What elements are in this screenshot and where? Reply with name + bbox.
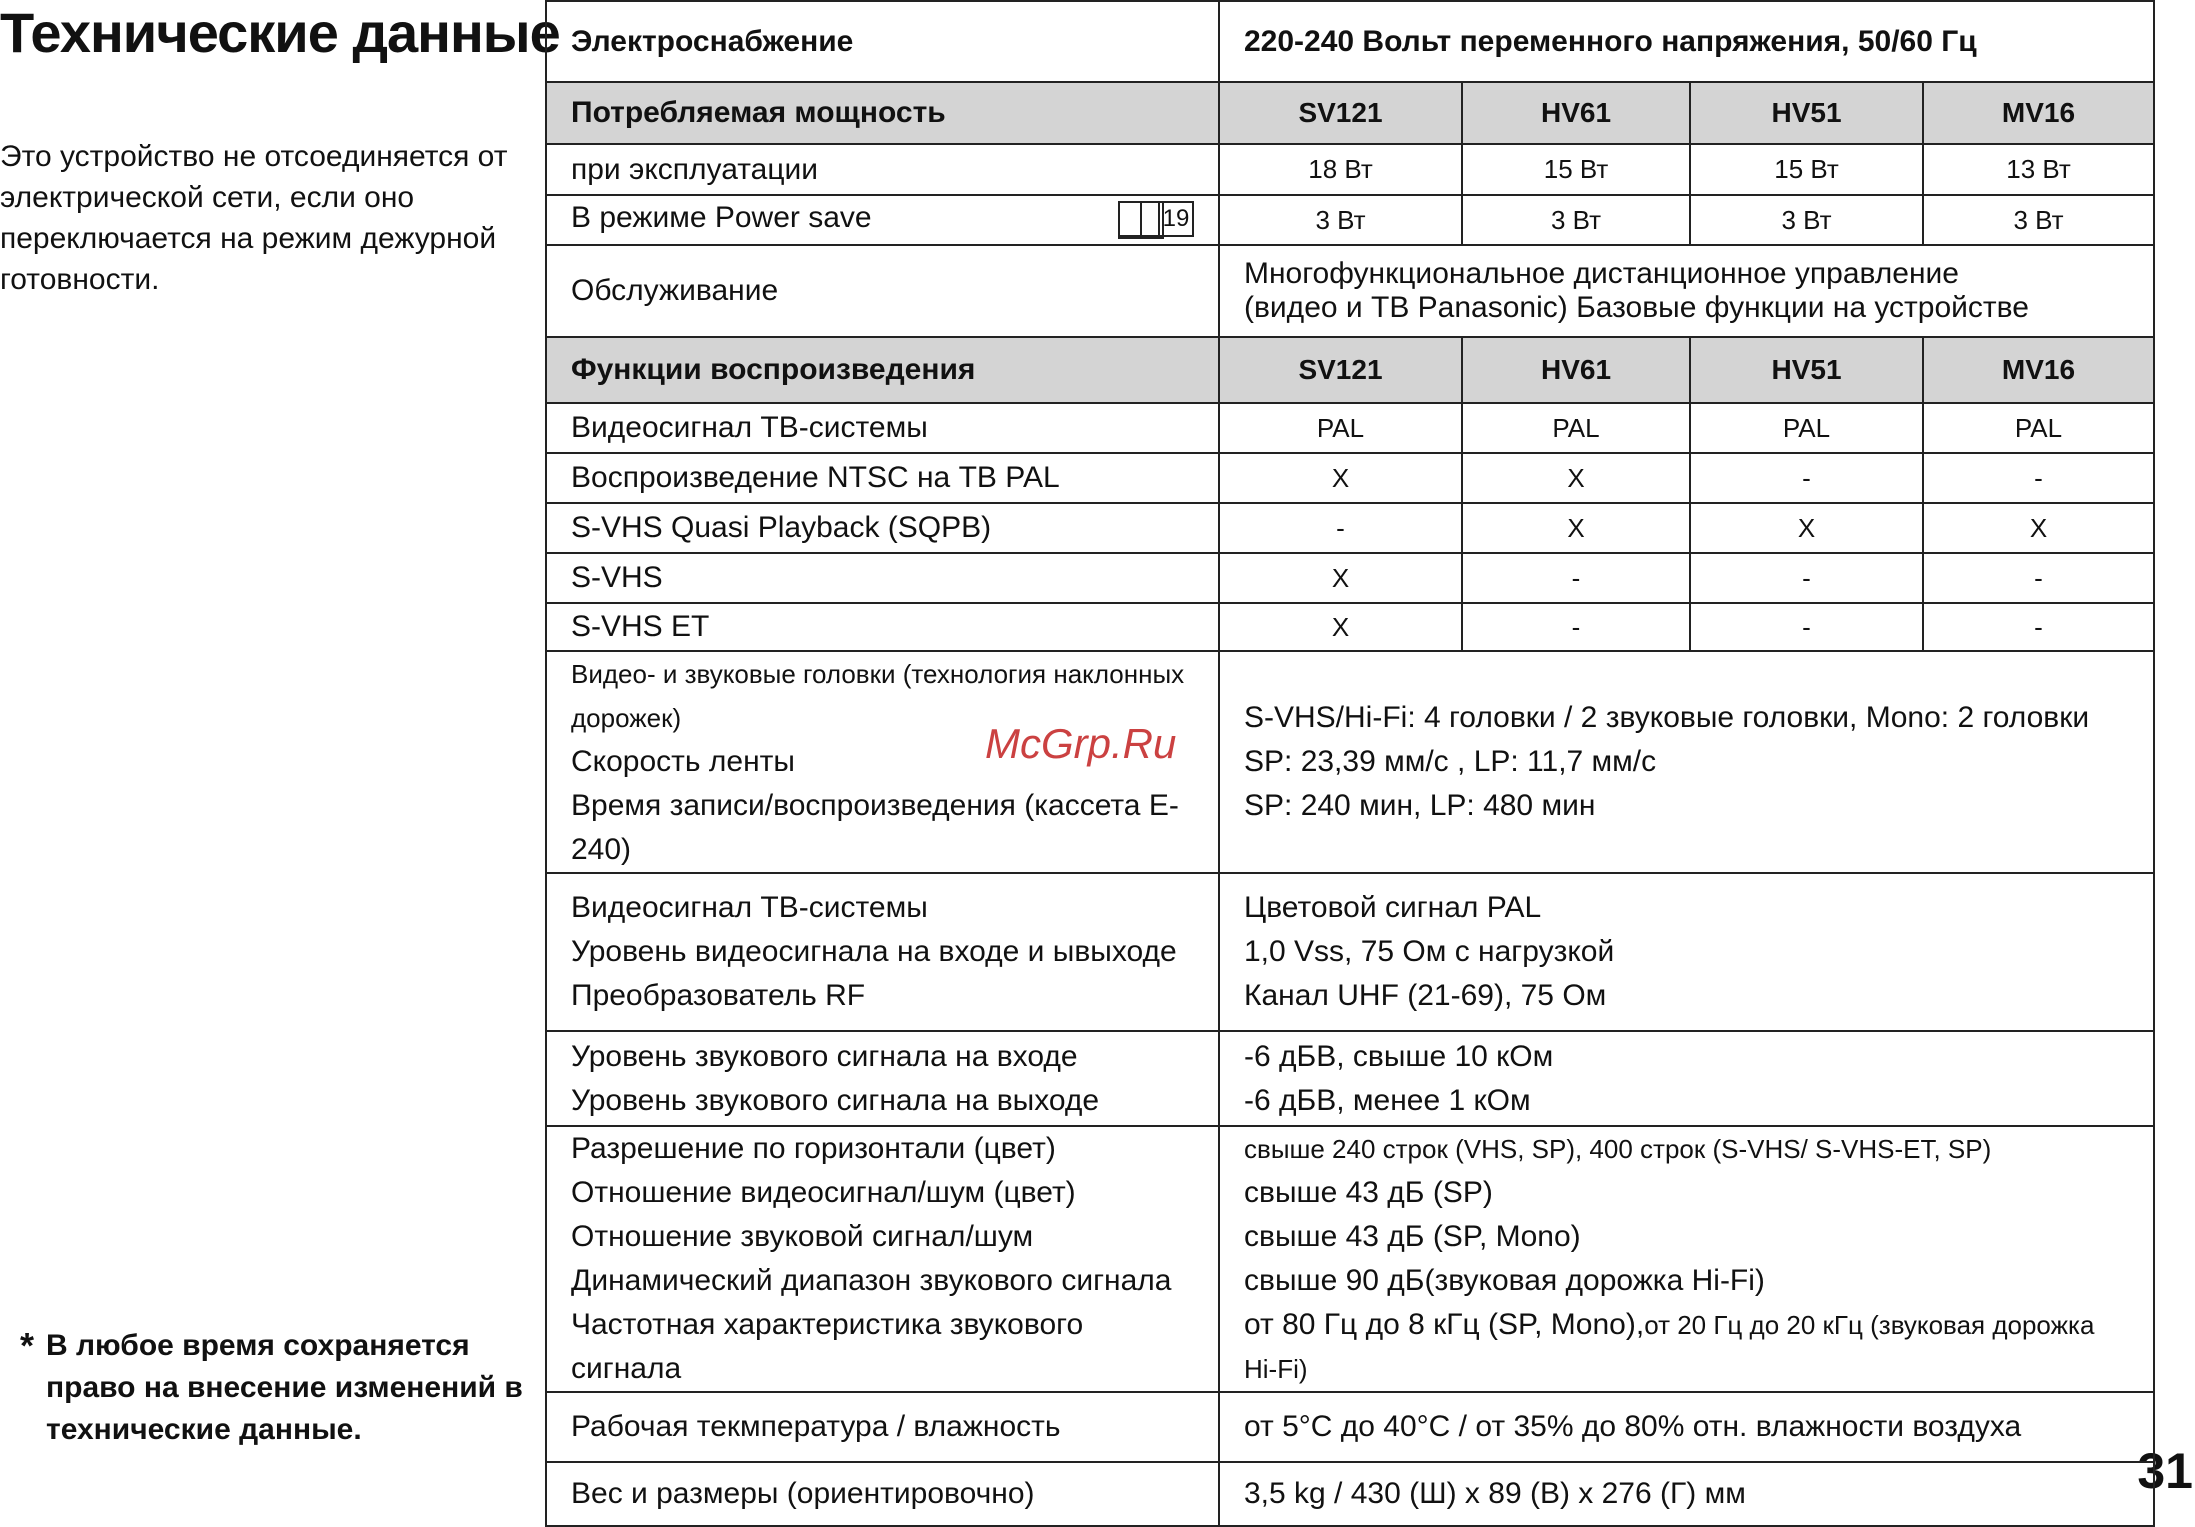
table-cell: 15 Вт [1462, 144, 1690, 195]
res-label: Частотная характеристика звукового сигнала [571, 1308, 1084, 1385]
res-value: свыше 90 дБ(звуковая дорожка Hi-Fi) [1244, 1264, 1765, 1297]
powersave-cell [546, 195, 1219, 245]
audio-value: -6 дБВ, менее 1 кОм [1244, 1083, 1531, 1117]
model-header: HV51 [1690, 82, 1923, 144]
heads-values [1219, 651, 2154, 873]
model-header: HV51 [1690, 337, 1923, 403]
res-label: Разрешение по горизонтали (цвет) [571, 1132, 1056, 1165]
table-cell: - [1923, 553, 2154, 603]
powersave-label: В режиме Power save [571, 201, 872, 234]
spec-table [545, 0, 2155, 1527]
table-cell: PAL [1690, 403, 1923, 453]
res-value: свыше 240 строк (VHS, SP), 400 строк (S-VHS/ S-VHS-ET, SP) [1244, 1134, 1992, 1164]
table-cell: - [1462, 553, 1690, 603]
table-row [546, 1031, 2154, 1126]
row-label: S-VHS ET [546, 603, 1219, 651]
heads-label: Видео- и звуковые головки (технология наклонных дорожек) [571, 659, 1185, 733]
table-row [546, 403, 2154, 453]
model-header: MV16 [1923, 82, 2154, 144]
temp-label: Рабочая текмпература / влажность [546, 1392, 1219, 1462]
table-cell: 3 Вт [1923, 195, 2154, 245]
table-cell: X [1219, 553, 1462, 603]
table-cell: 18 Вт [1219, 144, 1462, 195]
table-row [546, 1, 2154, 82]
table-row [546, 873, 2154, 1031]
video-label: Преобразователь RF [571, 979, 866, 1012]
model-header: MV16 [1923, 337, 2154, 403]
table-cell: - [1923, 453, 2154, 503]
table-cell: 3 Вт [1219, 195, 1462, 245]
record-time-label: Время записи/воспроизведения (кассета E-240) [571, 789, 1179, 866]
watermark: McGrp.Ru [985, 720, 1177, 767]
table-cell: 15 Вт [1690, 144, 1923, 195]
page-ref-number: 19 [1158, 201, 1194, 237]
power-value: 220-240 Вольт переменного напряжения, 50/60 Гц [1219, 1, 2154, 82]
row-label: S-VHS Quasi Playback (SQPB) [546, 503, 1219, 553]
table-cell: X [1462, 503, 1690, 553]
footnote [20, 1325, 540, 1451]
intro-text: Это устройство не отсоединяется от электрической сети, если оно переключается на режим дежурной готовности. [0, 140, 508, 296]
res-value-freq [1244, 1303, 2129, 1391]
res-label: Отношение видеосигнал/шум (цвет) [571, 1176, 1076, 1209]
video-labels [546, 873, 1219, 1031]
table-cell: PAL [1462, 403, 1690, 453]
table-row [546, 453, 2154, 503]
footnote-text: В любое время сохраняется право на внесение изменений в технические данные. [46, 1329, 523, 1446]
res-value: свыше 43 дБ (SP, Mono) [1244, 1220, 1581, 1253]
record-time-value: SP: 240 мин, LP: 480 мин [1244, 789, 1596, 822]
table-row [546, 1126, 2154, 1392]
table-cell: - [1690, 453, 1923, 503]
page-number: 31 [2137, 1443, 2193, 1499]
service-line: (видео и ТВ Panasonic) Базовые функции на устройстве [1244, 291, 2029, 324]
playback-header: Функции воспроизведения [546, 337, 1219, 403]
table-cell: 13 Вт [1923, 144, 2154, 195]
video-label: Видеосигнал ТВ-системы [571, 891, 928, 924]
audio-label: Уровень звукового сигнала на выходе [571, 1083, 1100, 1117]
power-label: Электроснабжение [546, 1, 1219, 82]
video-value: Цветовой сигнал PAL [1244, 891, 1542, 924]
table-cell: X [1923, 503, 2154, 553]
table-cell: 3 Вт [1690, 195, 1923, 245]
service-value [1219, 245, 2154, 337]
audio-values [1219, 1031, 2154, 1126]
page-title: Технические данные [0, 1, 560, 64]
page-ref[interactable] [1118, 199, 1194, 237]
table-cell: - [1690, 603, 1923, 651]
model-header: SV121 [1219, 337, 1462, 403]
table-row [546, 603, 2154, 651]
table-cell: X [1219, 453, 1462, 503]
table-row [546, 1462, 2154, 1526]
video-values [1219, 873, 2154, 1031]
service-line: Многофункциональное дистанционное управление [1244, 257, 1959, 290]
speed-value: SP: 23,39 мм/с , LP: 11,7 мм/с [1244, 745, 1657, 778]
table-cell: X [1219, 603, 1462, 651]
weight-label: Вес и размеры (ориентировочно) [546, 1462, 1219, 1526]
table-cell: - [1923, 603, 2154, 651]
table-row [546, 245, 2154, 337]
audio-labels [546, 1031, 1219, 1126]
table-cell: X [1462, 453, 1690, 503]
speed-label: Скорость ленты [571, 745, 795, 778]
row-label: Видеосигнал ТВ-системы [546, 403, 1219, 453]
video-value: 1,0 Vss, 75 Ом с нагрузкой [1244, 935, 1615, 968]
model-header: SV121 [1219, 82, 1462, 144]
operation-label: при эксплуатации [546, 144, 1219, 195]
table-row [546, 651, 2154, 873]
res-values [1219, 1126, 2154, 1392]
freq-main: от 80 Гц до 8 кГц (SP, Mono), [1244, 1308, 1645, 1341]
temp-value: от 5°C до 40°C / от 35% до 80% отн. влажности воздуха [1219, 1392, 2154, 1462]
row-label: Воспроизведение NTSC на ТВ PAL [546, 453, 1219, 503]
res-label: Отношение звуковой сигнал/шум [571, 1220, 1034, 1253]
table-row [546, 1392, 2154, 1462]
audio-label: Уровень звукового сигнала на входе [571, 1039, 1078, 1073]
table-row [546, 195, 2154, 245]
table-cell: - [1462, 603, 1690, 651]
video-value: Канал UHF (21-69), 75 Ом [1244, 979, 1607, 1012]
table-cell: - [1219, 503, 1462, 553]
table-cell: X [1690, 503, 1923, 553]
row-label: S-VHS [546, 553, 1219, 603]
table-cell: 3 Вт [1462, 195, 1690, 245]
audio-value: -6 дБВ, свыше 10 кОм [1244, 1039, 1554, 1073]
table-cell: - [1690, 553, 1923, 603]
table-header-row [546, 337, 2154, 403]
freq-small: от 20 Гц до 20 кГц (звуковая дорожка Hi-Fi) [1244, 1310, 2095, 1384]
res-value: свыше 43 дБ (SP) [1244, 1176, 1493, 1209]
video-label: Уровень видеосигнала на входе и ывыходе [571, 935, 1177, 968]
table-cell: PAL [1219, 403, 1462, 453]
footnote-star: * [20, 1325, 35, 1366]
res-label: Динамический диапазон звукового сигнала [571, 1264, 1172, 1297]
model-header: HV61 [1462, 337, 1690, 403]
heads-value: S-VHS/Hi-Fi: 4 головки / 2 звуковые головки, Mono: 2 головки [1244, 701, 2090, 734]
table-row [546, 144, 2154, 195]
table-row [546, 503, 2154, 553]
res-labels [546, 1126, 1219, 1392]
table-header-row [546, 82, 2154, 144]
table-row [546, 553, 2154, 603]
model-header: HV61 [1462, 82, 1690, 144]
table-cell: PAL [1923, 403, 2154, 453]
consumption-header: Потребляемая мощность [546, 82, 1219, 144]
weight-value: 3,5 kg / 430 (Ш) x 89 (В) x 276 (Г) мм [1219, 1462, 2154, 1526]
service-label: Обслуживание [546, 245, 1219, 337]
